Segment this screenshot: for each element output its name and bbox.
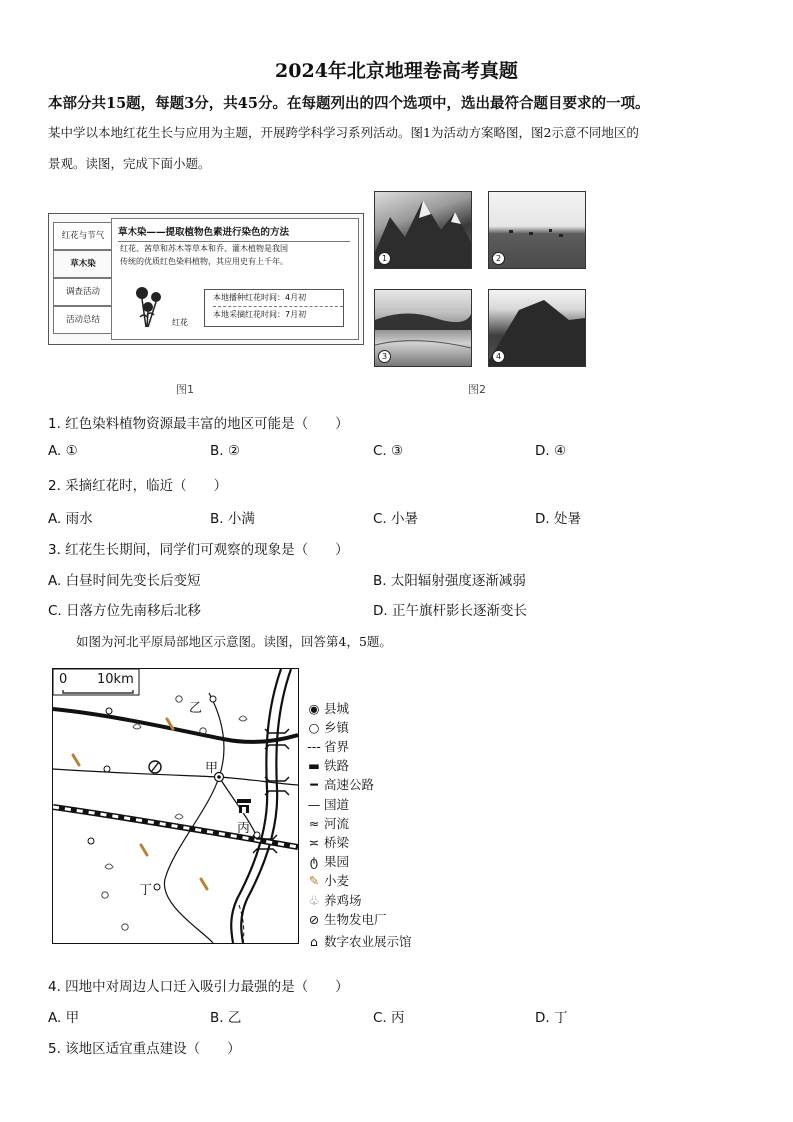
township-icon: ○ xyxy=(308,720,320,735)
legend-power-plant: ⊘ 生物发电厂 xyxy=(304,910,387,928)
q3-option-a: A. 白昼时间先变长后变短 xyxy=(48,573,201,589)
photo-4-forest xyxy=(488,289,586,367)
q2-stem: 2. 采摘红花时，临近（ ） xyxy=(48,478,228,494)
q1-stem: 1. 红色染料植物资源最丰富的地区可能是（ ） xyxy=(48,416,349,432)
q3-option-c: C. 日落方位先南移后北移 xyxy=(48,603,202,619)
q4-option-c: C. 丙 xyxy=(373,1010,405,1026)
plan-tab-4: 活动总结 xyxy=(53,306,113,334)
sowing-time: 本地播种红花时间：4月初 xyxy=(213,293,307,302)
q5-stem: 5. 该地区适宜重点建设（ ） xyxy=(48,1041,241,1057)
hebei-plain-map xyxy=(52,668,299,944)
photo-1-number: 1 xyxy=(378,252,391,265)
photo-3-number: 3 xyxy=(378,350,391,363)
legend-township: ○ 乡镇 xyxy=(304,718,349,736)
legend-border: ‑‑‑ 省界 xyxy=(304,737,349,755)
river-icon: ≈ xyxy=(308,816,320,831)
panel-text xyxy=(120,243,352,268)
intro-line-2: 景观。读图，完成下面小题。 xyxy=(48,156,211,171)
page-title: 2024年北京地理卷高考真题 xyxy=(275,60,518,82)
q4-option-a: A. 甲 xyxy=(48,1010,80,1026)
agri-hall-icon: ⌂ xyxy=(310,934,318,949)
q4-stem: 4. 四地中对周边人口迁入吸引力最强的是（ ） xyxy=(48,979,349,995)
county-town-icon: ◉ xyxy=(308,701,320,716)
q2-option-c: C. 小暑 xyxy=(373,511,419,527)
q4-option-b: B. 乙 xyxy=(210,1010,242,1026)
legend-national-road: — 国道 xyxy=(304,795,349,813)
legend-chicken-farm: ♧ 养鸡场 xyxy=(304,891,362,909)
wheat-icon: ✎ xyxy=(308,873,320,888)
photo-4-number: 4 xyxy=(492,350,505,363)
legend-expressway: ━ 高速公路 xyxy=(304,775,374,793)
place-bing: 丙 xyxy=(237,821,251,836)
section-instruction: 本部分共15题，每题3分，共45分。在每题列出的四个选项中，选出最符合题目要求的一项。 xyxy=(48,95,650,112)
photo-2-grassland xyxy=(488,191,586,269)
national-road-icon: — xyxy=(307,797,321,812)
figure-1-activity-plan xyxy=(48,213,364,345)
safflower-icon xyxy=(126,281,176,331)
photo-1-mountains xyxy=(374,191,472,269)
q4-option-d: D. 丁 xyxy=(535,1010,568,1026)
q3-option-b: B. 太阳辐射强度逐渐减弱 xyxy=(373,573,526,589)
expressway-icon: ━ xyxy=(310,777,318,792)
plan-tab-2: 草木染 xyxy=(53,250,112,278)
q2-option-b: B. 小满 xyxy=(210,511,255,527)
intro-line-1: 某中学以本地红花生长与应用为主题，开展跨学科学习系列活动。图1为活动方案略图，图2示意不同地区的 xyxy=(48,125,639,140)
place-jia: 甲 xyxy=(205,761,219,776)
legend-wheat: ✎ 小麦 xyxy=(304,871,349,889)
q3-stem: 3. 红花生长期间，同学们可观察的现象是（ ） xyxy=(48,542,349,558)
legend-bridge: ≍ 桥梁 xyxy=(304,833,349,851)
panel-title: 草木染——提取植物色素进行染色的方法 xyxy=(118,224,350,242)
q3-option-d: D. 正午旗杆影长逐渐变长 xyxy=(373,603,527,619)
harvest-time: 本地采摘红花时间：7月初 xyxy=(213,306,343,323)
bridge-icon: ≍ xyxy=(308,835,320,850)
flower-label: 红花 xyxy=(172,318,188,327)
legend-orchard: ტ 果园 xyxy=(304,852,349,870)
legend-river: ≈ 河流 xyxy=(304,814,349,832)
border-icon: ‑‑‑ xyxy=(307,739,321,754)
legend-agri-hall: ⌂ 数字农业展示馆 xyxy=(304,932,412,950)
chicken-farm-icon: ♧ xyxy=(308,893,320,908)
railway-icon: ▬ xyxy=(308,758,320,773)
plan-tab-1: 红花与节气 xyxy=(53,222,113,250)
place-yi: 乙 xyxy=(189,701,203,716)
q2-option-a: A. 雨水 xyxy=(48,511,93,527)
q2-option-d: D. 处暑 xyxy=(535,511,581,527)
legend-railway: ▬ 铁路 xyxy=(304,756,349,774)
figure-2-caption: 图2 xyxy=(468,383,486,396)
plan-tab-3: 调查活动 xyxy=(53,278,113,306)
q1-option-a: A. ① xyxy=(48,443,78,459)
figure-1-caption: 图1 xyxy=(176,383,194,396)
photo-2-number: 2 xyxy=(492,252,505,265)
scale-zero: 0 xyxy=(59,672,68,687)
intro-2: 如图为河北平原局部地区示意图。读图，回答第4，5题。 xyxy=(76,634,392,649)
orchard-icon: ტ xyxy=(309,854,319,869)
planting-box xyxy=(204,289,344,327)
scale-label: 10km xyxy=(97,672,134,687)
map-drawing xyxy=(53,669,298,943)
panel-line-2: 传统的优质红色染料植物，其应用史有上千年。 xyxy=(120,256,288,266)
photo-3-desert xyxy=(374,289,472,367)
q1-option-b: B. ② xyxy=(210,443,240,459)
q1-option-d: D. ④ xyxy=(535,443,567,459)
legend-county: ◉ 县城 xyxy=(304,699,349,717)
q1-option-c: C. ③ xyxy=(373,443,404,459)
panel-line-1: 红花、茜草和苏木等草本和乔、灌木植物是我国 xyxy=(120,244,288,253)
place-ding: 丁 xyxy=(139,883,153,898)
plan-panel xyxy=(111,218,359,340)
power-plant-icon: ⊘ xyxy=(308,912,320,927)
